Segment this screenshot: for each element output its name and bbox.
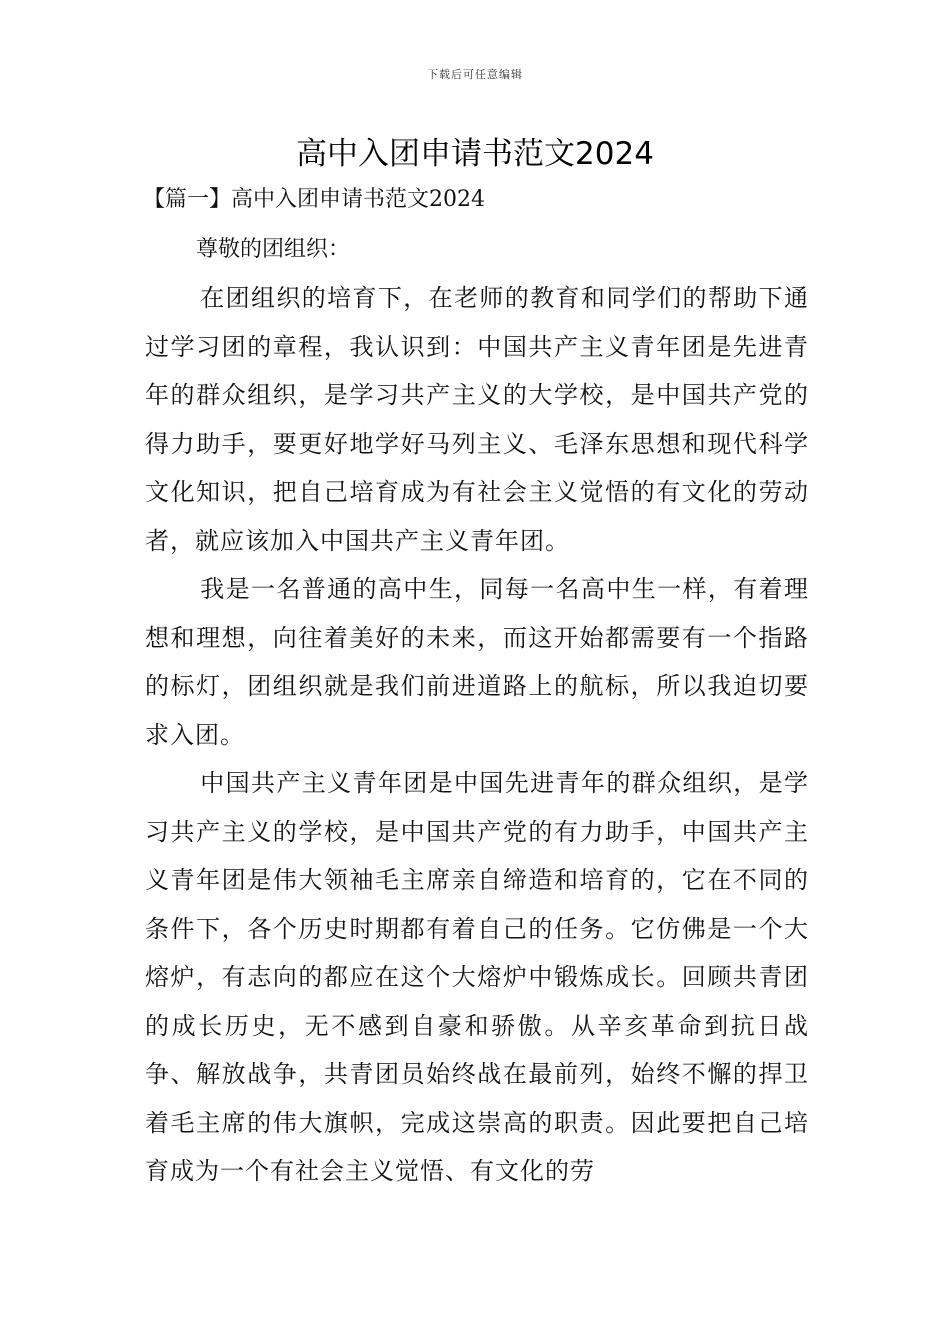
salutation: 尊敬的团组织： [196,237,351,262]
body-text [145,274,809,1196]
paragraph-1: 在团组织的培育下，在老师的教育和同学们的帮助下通过学习团的章程，我认识到：中国共产主义青年团是先进青年的群众组织，是学习共产主义的大学校，是中国共产党的得力助手，要更好地学好马列主义、毛泽东思想和现代科学文化知识，把自己培育成为有社会主义觉悟的有文化的劳动者，就应该加入中国共产主义青年团。 [145,284,809,555]
document-title: 高中入团申请书范文2024 [296,136,654,172]
section-heading: 【篇一】高中入团申请书范文2024 [143,187,485,212]
paragraph-3: 中国共产主义青年团是中国先进青年的群众组织，是学习共产主义的学校，是中国共产党的有力助手，中国共产主义青年团是伟大领袖毛主席亲自缔造和培育的，它在不同的条件下，各个历史时期都有着自己的任务。它仿佛是一个大熔炉，有志向的都应在这个大熔炉中锻炼成长。回顾共青团的成长历史，无不感到自豪和骄傲。从辛亥革命到抗日战争、解放战争，共青团员始终战在最前列，始终不懈的捍卫着毛主席的伟大旗帜，完成这崇高的职责。因此要把自己培育成为一个有社会主义觉悟、有文化的劳 [145,769,809,1185]
paragraph-2: 我是一名普通的高中生，同每一名高中生一样，有着理想和理想，向往着美好的未来，而这开始都需要有一个指路的标灯，团组织就是我们前进道路上的航标，所以我迫切要求入团。 [145,575,809,749]
header-note: 下载后可任意编辑 [427,68,523,81]
